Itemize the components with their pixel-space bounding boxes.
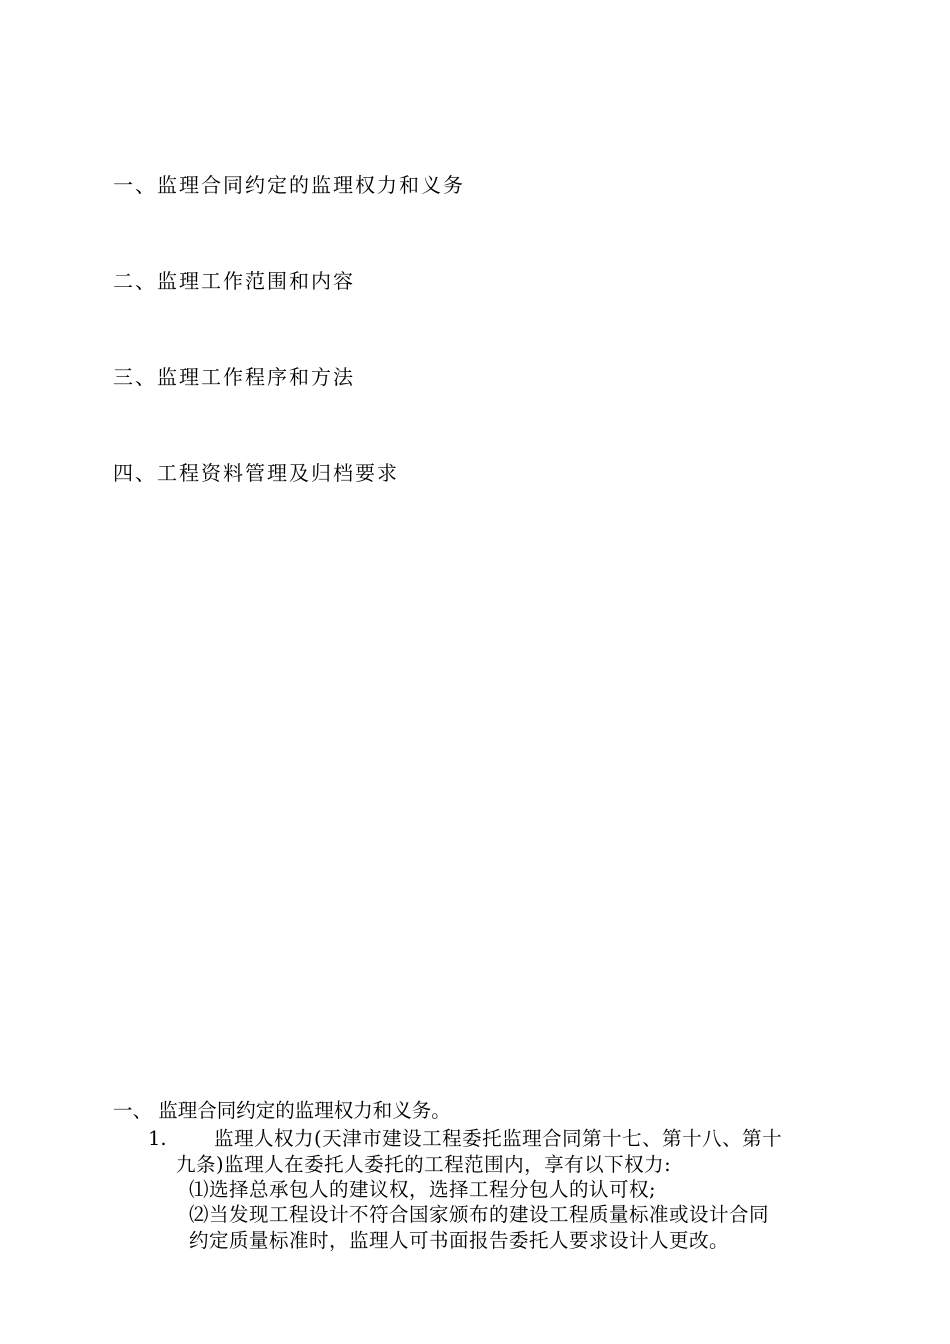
toc-item-4: 四、工程资料管理及归档要求 — [113, 461, 399, 485]
toc-item-1: 一、监理合同约定的监理权力和义务 — [113, 173, 465, 197]
toc-item-3: 三、监理工作程序和方法 — [113, 365, 355, 389]
toc-item-2: 二、监理工作范围和内容 — [113, 269, 355, 293]
sub-item-2-line: ⑵当发现工程设计不符合国家颁布的建设工程质量标准或设计合同 — [189, 1203, 770, 1226]
sub-item-1: ⑴选择总承包人的建议权，选择工程分包人的认可权; — [189, 1178, 657, 1201]
sub-item-2-line: 约定质量标准时，监理人可书面报告委托人要求设计人更改。 — [189, 1229, 730, 1252]
paragraph-line: 九条)监理人在委托人委托的工程范围内，享有以下权力: — [176, 1153, 672, 1176]
paragraph-line: 监理人权力(天津市建设工程委托监理合同第十七、第十八、第十 — [214, 1127, 783, 1150]
list-item-number: 1. — [148, 1127, 167, 1150]
section-heading: 一、 监理合同约定的监理权力和义务。 — [113, 1099, 451, 1122]
